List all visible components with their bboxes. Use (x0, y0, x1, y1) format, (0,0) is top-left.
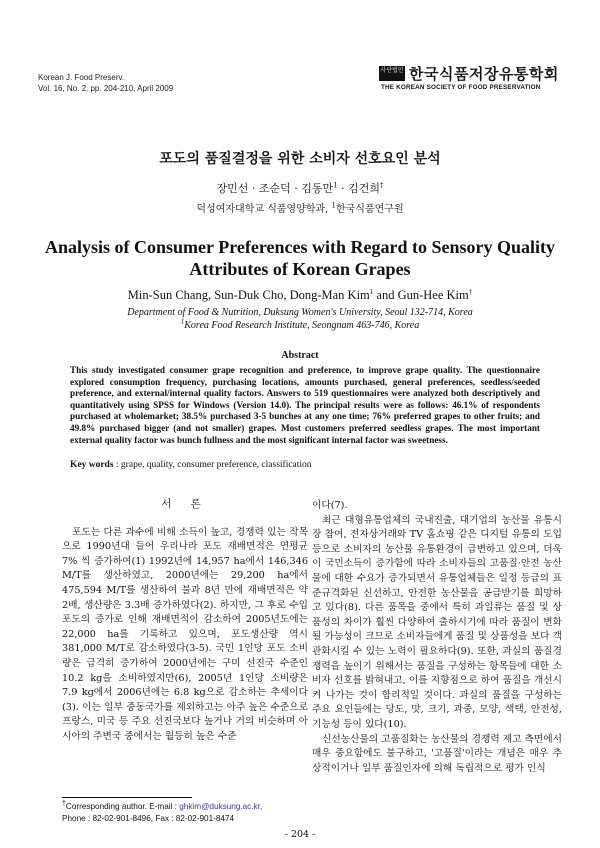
footnote-corresponding: †Corresponding author. E-mail : ghkim@duksung.ac.kr, Phone : 82-02-901-8496, Fax : 82-02-901-8474 (62, 801, 308, 825)
keywords-text: : grape, quality, consumer preference, classification (113, 460, 312, 470)
title-english-line1: Analysis of Consumer Preferences with Regard to Sensory Quality (45, 237, 555, 257)
abstract-body: This study investigated consumer grape recognition and preference, to improve grape quality. The questionnaire explored consumption frequency, purchasing locations, amounts purchased, general preferences, seedless/seeded preference, and external/internal quality factors. Answers to 519 questionnaires were analyzed both descriptively and quantitatively using SPSS for Windows (Version 14.0). The principal results were as follows: 46.1% of respondents purchased at wholemarket; 38.5% purchased 3-5 bunches at any one time; 76% preferred grapes to other fruits; and 49.8% purchased bigger (and not smaller) grapes. Most customers preferred seedless grapes. The most important external quality factor was bunch fullness and the most significant internal factor was sweetness. (70, 365, 540, 445)
abstract-heading: Abstract (281, 350, 319, 361)
keywords (70, 460, 540, 470)
paragraph: 포도는 다른 과수에 비해 소득이 높고, 경쟁력 있는 작목으로 1990년대 들어 우리나라 포도 재배면적은 연평균 7% 씩 증가하여(1) 1992년에 14,957 ha에서 146,346 M/T를 생산하였고, 2000년에는 29,200 ha에서 475,594 M/T를 생산하여 불과 8년 만에 재배면적은 약 2배, 생산량은 3.3배 증가하였다(2). 하지만, 그 후로 수입포도의 증가로 인해 재배면적이 감소하여 2005년도에는 22,000 ha를 기록하고 있으며, 포도생산량 역시 381,000 M/T로 감소하였다(3-5). 국민 1인당 포도 소비량은 급격히 증가하여 2000년에는 구미 선진국 수준인 10.2 kg을 소비하였지만(6), 2005년 1인당 소비량은 7.9 kg에서 2006년에는 6.8 kg으로 감소하는 추세이다(3). 이는 일부 중동국가를 제외하고는 아주 높은 수준으로 프랑스, 미국 등 주요 선진국보다 높거나 거의 비슷하며 아시아의 주변국 중에서는 월등히 높은 수준 (62, 526, 308, 742)
affiliation-english (0, 306, 600, 332)
authors-english: Min-Sun Chang, Sun-Duk Cho, Dong-Man Kim$^1$ and Gun-Hee Kim† (127, 287, 473, 302)
paragraph: 신선농산물의 고품질화는 농산물의 경쟁력 제고 측면에서 매우 중요함에도 불구하고, '고품질'이라는 개념은 매우 추상적이거나 일부 품질인자에 의해 독립적으로 평가 인식 (312, 733, 562, 774)
society-badge: 사단법인 (379, 66, 405, 81)
body-column-left (62, 497, 308, 745)
society-name-ko: 한국식품저장유통학회 (409, 65, 559, 83)
journal-name: Korean J. Food Preserv. (38, 73, 125, 82)
title-korean: 포도의 품질결정을 위한 소비자 선호요인 분석 (159, 151, 441, 167)
authors-korean: 장민선 · 조순덕 · 김동만$^1$ · 김건희† (216, 181, 384, 195)
journal-volume: Vol. 16, No. 2. pp. 204-210, April 2009 (38, 84, 174, 93)
title-english (0, 236, 600, 280)
journal-citation (38, 72, 173, 94)
footnote-phone: Phone : 82-02-901-8496, Fax : 82-02-901-8474 (62, 814, 235, 823)
email-link[interactable]: ghkim@duksung.ac.kr (179, 802, 260, 811)
affiliation-korean: 덕성여자대학교 식품영양학과, $^1$한국식품연구원 (196, 201, 404, 215)
affiliation-english-line2: $^1$Korea Food Research Institute, Seongnam 463-746, Korea (180, 317, 420, 331)
society-logo (379, 66, 579, 96)
section-heading-introduction: 서 론 (161, 498, 209, 510)
affiliation-english-line1: Department of Food & Nutrition, Duksung Women's University, Seoul 132-714, Korea (127, 307, 473, 318)
paragraph: 최근 대형유통업체의 국내진출, 대기업의 농산물 유통시장 참여, 전자상거래와 TV 홈쇼핑 같은 디지털 유통의 도입 등으로 소비자의 농산물 유통환경이 급변하고 있으며, 더욱이 국민소득이 증가함에 따라 소비자들의 고품질·안전 농산물에 대한 수요가 증가되면서 유통업체들은 일정 등급의 표준규격화된 신선하고, 안전한 농산물을 공급받기를 희망하고 있다(8). 다른 품목을 중에서 특히 과일류는 품질 및 상품성의 차이가 훨씬 다양하여 출하시기에 따라 품질이 변화될 가능성이 크므로 소비자들에게 품질 및 상품성을 보다 객관화시킬 수 있는 노력이 필요하다(9). 또한, 과실의 품질경쟁력을 높이기 위해서는 품질을 구성하는 항목들에 대한 소비자 선호를 밝혀내고, 이를 지향점으로 하여 품질을 개선시켜 나가는 것이 합리적일 것이다. 과실의 품질을 구성하는 주요 요인들에는 당도, 맛, 크기, 과중, 모양, 색택, 안전성, 기능성 등이 있다(10). (312, 514, 562, 730)
paragraph: 이다(7). (312, 500, 348, 511)
title-english-line2: Attributes of Korean Grapes (189, 259, 411, 279)
page-number: - 204 - (284, 829, 316, 840)
society-name-en: THE KOREAN SOCIETY OF FOOD PRESERVATION (381, 84, 541, 91)
footnote-divider (62, 797, 192, 798)
body-column-right (312, 499, 562, 776)
keywords-label: Key words (70, 460, 114, 470)
